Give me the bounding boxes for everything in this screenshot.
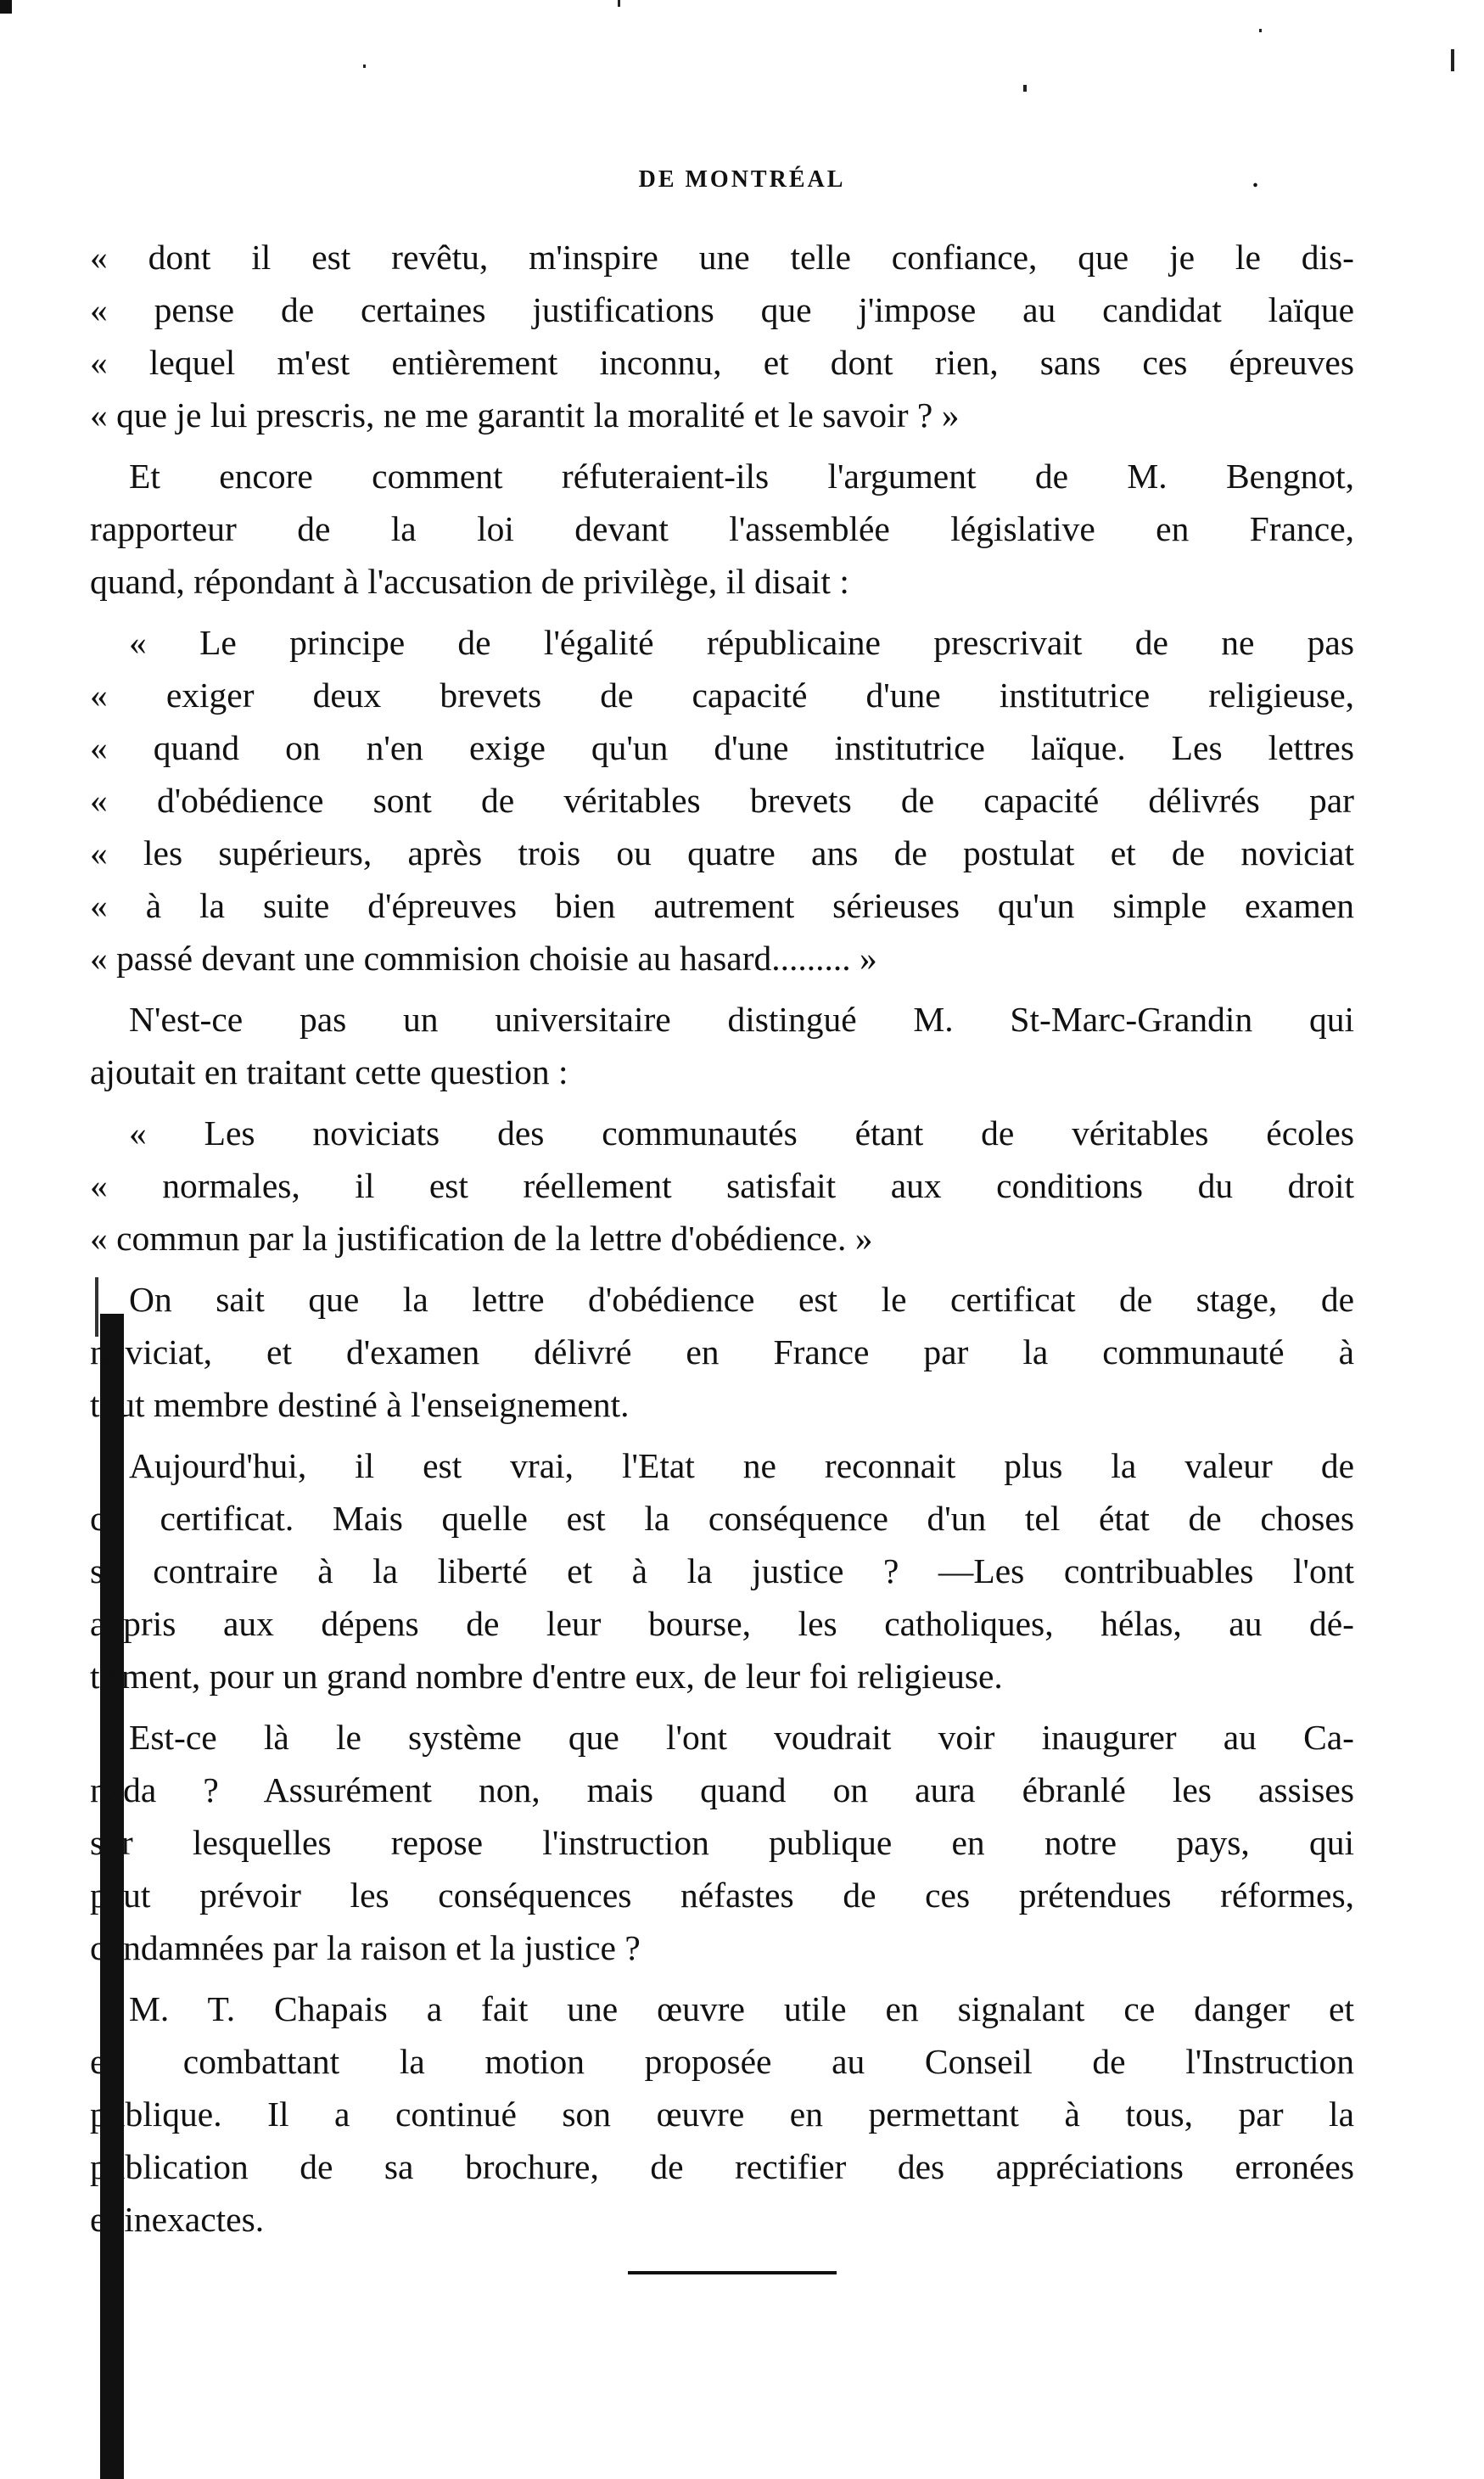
section-end-rule — [628, 2271, 837, 2274]
text-line: « d'obédience sont de véritables brevets de capacité délivrés par — [90, 781, 1354, 820]
text-line: « passé devant une commision choisie au hasard......... » — [90, 939, 877, 978]
text-line: Est-ce là le système que l'ont voudrait voir inaugurer au Ca- — [129, 1718, 1354, 1757]
text-line: sur lesquelles repose l'instruction publique en notre pays, qui — [90, 1823, 1354, 1862]
text-line: M. T. Chapais a fait une œuvre utile en signalant ce danger et — [129, 1989, 1354, 2028]
page-body — [90, 231, 1354, 2246]
text-line: « les supérieurs, après trois ou quatre ans de postulat et de noviciat — [90, 833, 1354, 872]
text-line: « à la suite d'épreuves bien autrement sérieuses qu'un simple examen — [90, 886, 1354, 925]
text-line: « exiger deux brevets de capacité d'une institutrice religieuse, — [90, 676, 1354, 715]
text-line: et inexactes. — [90, 2200, 265, 2239]
scan-speck — [363, 64, 366, 68]
text-line: triment, pour un grand nombre d'entre eux, de leur foi religieuse. — [90, 1657, 1003, 1696]
body-paragraph — [90, 1711, 1354, 1974]
running-head-title: DE MONTRÉAL — [638, 166, 846, 193]
text-line: « commun par la justification de la lettre d'obédience. » — [90, 1219, 873, 1258]
text-line: publique. Il a continué son œuvre en permettant à tous, par la — [90, 2095, 1354, 2134]
text-line: « Les noviciats des communautés étant de véritables écoles — [129, 1113, 1354, 1153]
body-paragraph — [90, 450, 1354, 608]
body-paragraph — [90, 1439, 1354, 1702]
running-head-mark: . — [1252, 166, 1261, 193]
text-line: Et encore comment réfuteraient-ils l'argument de M. Bengnot, — [129, 457, 1354, 496]
text-line: « dont il est revêtu, m'inspire une telle confiance, que je le dis- — [90, 238, 1354, 277]
quote-paragraph — [90, 616, 1354, 984]
text-line: si contraire à la liberté et à la justice ? —Les contribuables l'ont — [90, 1551, 1354, 1590]
scan-speck — [1259, 29, 1262, 32]
text-line: ajoutait en traitant cette question : — [90, 1052, 568, 1091]
text-line: Aujourd'hui, il est vrai, l'Etat ne reconnait plus la valeur de — [129, 1446, 1354, 1485]
text-line: « lequel m'est entièrement inconnu, et dont rien, sans ces épreuves — [90, 343, 1354, 382]
scan-speck — [1023, 85, 1027, 92]
text-line: On sait que la lettre d'obédience est le certificat de stage, de — [129, 1280, 1354, 1319]
quote-paragraph — [90, 231, 1354, 441]
text-line: publication de sa brochure, de rectifier des appréciations erronées — [90, 2147, 1354, 2186]
quote-paragraph — [90, 1107, 1354, 1265]
text-line: « pense de certaines justifications que j'impose au candidat laïque — [90, 290, 1354, 329]
text-line: « que je lui prescris, ne me garantit la moralité et le savoir ? » — [90, 395, 960, 435]
text-line: quand, répondant à l'accusation de privilège, il disait : — [90, 562, 849, 601]
text-line: peut prévoir les conséquences néfastes de ces prétendues réformes, — [90, 1876, 1354, 1915]
text-line: « Le principe de l'égalité républicaine prescrivait de ne pas — [129, 623, 1354, 662]
text-line: ce certificat. Mais quelle est la conséquence d'un tel état de choses — [90, 1499, 1354, 1538]
text-line: « normales, il est réellement satisfait aux conditions du droit — [90, 1166, 1354, 1205]
text-line: condamnées par la raison et la justice ? — [90, 1928, 641, 1967]
text-line: tout membre destiné à l'enseignement. — [90, 1385, 630, 1424]
running-head — [0, 166, 1484, 193]
text-line: appris aux dépens de leur bourse, les catholiques, hélas, au dé- — [90, 1604, 1354, 1643]
body-paragraph — [90, 1983, 1354, 2246]
text-line: N'est-ce pas un universitaire distingué M. St-Marc-Grandin qui — [129, 1000, 1354, 1039]
text-line: « quand on n'en exige qu'un d'une institutrice laïque. Les lettres — [90, 728, 1354, 767]
text-line: en combattant la motion proposée au Conseil de l'Instruction — [90, 2042, 1354, 2081]
scan-speck — [1451, 49, 1454, 71]
text-line: rapporteur de la loi devant l'assemblée législative en France, — [90, 509, 1354, 548]
text-line: nada ? Assurément non, mais quand on aura ébranlé les assises — [90, 1770, 1354, 1809]
body-paragraph — [90, 993, 1354, 1098]
scan-corner-mark — [0, 0, 12, 14]
scan-speck — [618, 0, 620, 7]
text-line: noviciat, et d'examen délivré en France par la communauté à — [90, 1332, 1354, 1371]
body-paragraph — [90, 1273, 1354, 1431]
